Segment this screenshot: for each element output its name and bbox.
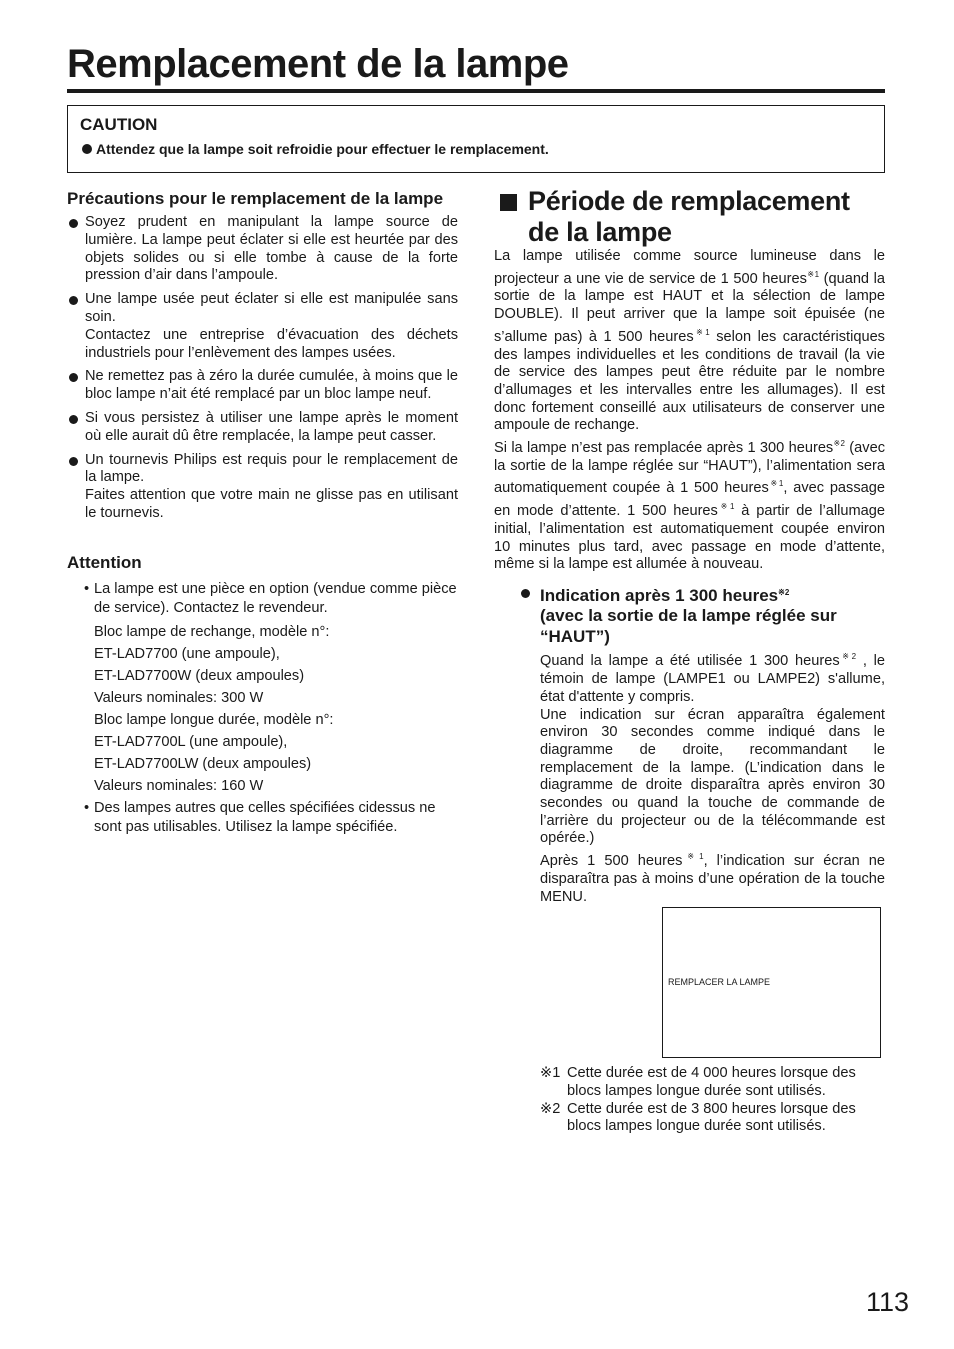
bullet-text: Si vous persistez à utiliser une lampe après le moment où elle aurait dû être remplacée, la lampe peut casser. — [85, 409, 458, 444]
text: (avec la sortie de la lampe réglée sur “HAUT”) — [540, 606, 837, 646]
indication-para-1 — [540, 648, 885, 706]
text: (avec la sortie de la lampe réglée sur “HAUT”), l’alimentation sera automatiquement coupée à 1 500 heures — [494, 440, 885, 497]
right-column — [494, 186, 885, 906]
caution-text-line — [82, 141, 549, 157]
attention-line: ET-LAD7700L (une ampoule), — [94, 733, 288, 750]
precautions-list — [67, 214, 458, 523]
text: Si la lampe n’est pas remplacée après 1 300 heures — [494, 440, 834, 457]
footnote-mark: ※2 — [833, 439, 845, 449]
footnote-mark: ※1 — [717, 502, 735, 512]
section-title — [494, 186, 885, 248]
onscreen-message: REMPLACER LA LAMPE — [668, 977, 771, 987]
caution-box — [67, 105, 885, 173]
footnote-text: Cette durée est de 3 800 heures lorsque des blocs lampes longue durée sont utilisés. — [567, 1100, 856, 1135]
list-item — [67, 452, 458, 523]
footnote-mark: ※2 — [778, 587, 790, 597]
attention-line: Valeurs nominales: 300 W — [94, 689, 264, 706]
footnote-text: Cette durée est de 4 000 heures lorsque des blocs lampes longue durée sont utilisés. — [567, 1065, 856, 1099]
text: La lampe utilisée comme source lumineuse dans le projecteur a une vie de service de 1 500 heures — [494, 248, 885, 287]
onscreen-display-diagram — [662, 907, 881, 1058]
bullet-text: Faites attention que votre main ne glisse pas en utilisant le tournevis. — [85, 487, 458, 521]
attention-line: Bloc lampe de rechange, modèle n°: — [94, 623, 330, 640]
attention-list — [67, 580, 458, 837]
caution-heading: CAUTION — [80, 115, 158, 134]
paragraph-auto-off — [494, 435, 885, 574]
text: Indication après 1 300 heures — [540, 585, 779, 605]
text: Quand la lampe a été utilisée 1 300 heures — [540, 653, 840, 670]
text: selon les caractéristiques des lampes individuelles et les conditions de travail (la vie de service des lampes peut être réduite par le nombre d’allumages et les intervalles entre les allumages). Il est donc fortement conseillé aux utilisateurs de conserver une ampoule de rechange. — [494, 328, 885, 434]
attention-line: ET-LAD7700W (deux ampoules) — [94, 667, 305, 684]
left-column — [67, 186, 458, 837]
bullet-text: Un tournevis Philips est requis pour le remplacement de la lampe. — [85, 451, 458, 486]
page-number: 113 — [866, 1287, 910, 1317]
footnote-mark: ※1 — [693, 327, 710, 337]
text: (quand la sortie de la lampe est HAUT et la sélection de lampe DOUBLE). Il peut arriver que la lampe soit épuisée (ne s’allume pas) à 1 500 heures — [494, 270, 885, 345]
attention-item: • La lampe est une pièce en option (vendue comme pièce de service). Contactez le revendeur. — [67, 580, 458, 618]
text: , le témoin de lampe (LAMPE1 ou LAMPE2) s'allume, état d'attente y compris. — [540, 653, 886, 705]
title-rule — [67, 89, 885, 93]
footnote-mark: ※2 — [540, 1100, 561, 1117]
footnote-mark: ※2 — [839, 652, 857, 662]
bullet-text: Soyez prudent en manipulant la lampe source de lumière. La lampe peut éclater si elle est heurtée par des objets solides ou si elle tombe à cause de la forte pression d’air dans l’ampoule. — [85, 214, 458, 284]
list-item — [67, 410, 458, 446]
footnote-mark: ※1 — [768, 479, 784, 489]
bullet-dot-icon — [82, 144, 92, 154]
list-item — [67, 291, 458, 362]
footnote-mark: ※1 — [682, 852, 704, 862]
attention-line: ET-LAD7700LW (deux ampoules) — [94, 755, 312, 772]
list-item — [67, 368, 458, 404]
attention-line: Valeurs nominales: 160 W — [94, 777, 264, 794]
caution-text: Attendez que la lampe soit refroidie pour effectuer le remplacement. — [96, 141, 549, 157]
bullet-text: Une lampe usée peut éclater si elle est manipulée sans soin. — [85, 291, 458, 325]
footnotes — [540, 1065, 885, 1136]
attention-line: Bloc lampe longue durée, modèle n°: — [94, 711, 334, 728]
indication-heading — [540, 583, 885, 648]
square-bullet-icon — [500, 194, 517, 211]
bullet-text: Ne remettez pas à zéro la durée cumulée, à moins que le bloc lampe n’ait été remplacé par un bloc lampe neuf. — [85, 368, 458, 403]
attention-item: • Des lampes autres que celles spécifiées cidessus ne sont pas utilisables. Utilisez la lampe spécifiée. — [67, 799, 458, 837]
precautions-heading: Précautions pour le remplacement de la lampe — [67, 189, 444, 208]
bullet-dot-icon — [521, 589, 530, 598]
footnote-1 — [540, 1065, 885, 1101]
attention-heading: Attention — [67, 552, 142, 572]
indication-para-2: Une indication sur écran apparaîtra également environ 30 secondes comme indiqué dans le diagramme de droite, recommandant le remplacement de la lampe. (L’indication dans le diagramme de droite disparaîtra après environ 30 secondes ou quand la touche de commande de l’arrière du projecteur ou de la télécommande est opérée.) — [540, 706, 885, 847]
footnote-2 — [540, 1101, 885, 1137]
text: Après 1 500 heures — [540, 853, 683, 870]
footnote-mark: ※1 — [806, 269, 820, 279]
paragraph-lamp-life — [494, 248, 885, 435]
text: à partir de l’allumage initial, l’alimentation est automatiquement coupée environ 10 minutes plus tard, avec passage en mode d’attente, même si la lampe est allumée à nouveau. — [494, 503, 885, 573]
list-item — [67, 214, 458, 285]
bullet-text: Contactez une entreprise d’évacuation des déchets industriels pour l’enlèvement des lampes usées. — [85, 326, 458, 361]
indication-section — [494, 583, 885, 906]
page-title: Remplacement de la lampe — [67, 42, 569, 86]
section-title-text: Période de remplacement de la lampe — [528, 186, 850, 247]
footnote-mark: ※1 — [540, 1065, 561, 1081]
attention-line: ET-LAD7700 (une ampoule), — [94, 645, 280, 662]
indication-para-3 — [540, 848, 885, 906]
text: , l’indication sur écran ne disparaîtra pas à moins d’une opération de la touche MENU. — [540, 853, 886, 905]
text: , avec passage en mode d’attente. 1 500 heures — [494, 480, 885, 520]
